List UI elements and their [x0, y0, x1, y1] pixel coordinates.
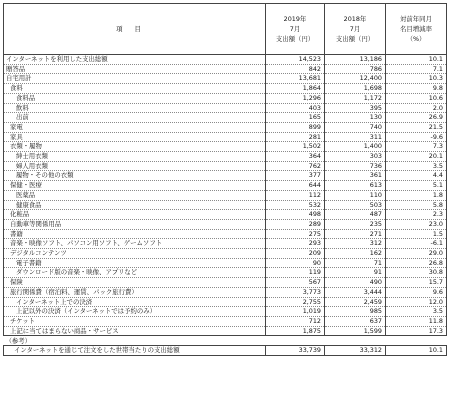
row-rate: 3.5	[386, 161, 447, 171]
row-value-2018: 3,444	[325, 287, 386, 297]
header-2018-unit: 支出額（円）	[335, 35, 375, 43]
row-value-2019: 403	[266, 103, 325, 113]
row-rate: 2.0	[386, 103, 447, 113]
row-value-2019: 1,019	[266, 307, 325, 317]
row-value-2019: 165	[266, 113, 325, 123]
row-label: 保健・医療	[4, 181, 266, 191]
table-row	[4, 132, 447, 142]
row-value-2019: 842	[266, 64, 325, 74]
header-2019-year: 2019年	[283, 15, 307, 23]
reference-value-2018: 33,312	[325, 346, 386, 356]
row-rate: 2.3	[386, 210, 447, 220]
row-rate: 29.0	[386, 249, 447, 259]
table-row	[4, 181, 447, 191]
row-value-2018: 361	[325, 171, 386, 181]
row-value-2019: 762	[266, 161, 325, 171]
row-value-2019: 2,755	[266, 297, 325, 307]
row-value-2018: 110	[325, 190, 386, 200]
row-value-2018: 303	[325, 152, 386, 162]
row-value-2018: 71	[325, 258, 386, 268]
header-2018-year: 2018年	[343, 15, 367, 23]
row-label: 飲料	[4, 103, 266, 113]
row-label: 贈答品	[4, 64, 266, 74]
row-rate: 10.1	[386, 55, 447, 65]
row-rate: 1.8	[386, 190, 447, 200]
row-value-2019: 1,502	[266, 142, 325, 152]
row-value-2019: 209	[266, 249, 325, 259]
row-value-2019: 1,296	[266, 93, 325, 103]
reference-label: インターネットを通じて注文をした世帯当たりの支出総額	[4, 346, 266, 356]
row-label: 食料品	[4, 93, 266, 103]
row-value-2019: 567	[266, 278, 325, 288]
table-row	[4, 200, 447, 210]
row-rate: 4.4	[386, 171, 447, 181]
row-label: 食料	[4, 84, 266, 94]
row-value-2018: 130	[325, 113, 386, 123]
table-row	[4, 229, 447, 239]
row-value-2019: 13,681	[266, 74, 325, 84]
row-rate: 3.5	[386, 307, 447, 317]
reference-row	[4, 346, 447, 356]
row-value-2019: 1,864	[266, 84, 325, 94]
row-rate: 26.9	[386, 113, 447, 123]
header-2018-month: 7月	[349, 25, 361, 33]
row-value-2019: 712	[266, 316, 325, 326]
row-value-2018: 637	[325, 316, 386, 326]
row-value-2018: 1,172	[325, 93, 386, 103]
row-rate: 5.8	[386, 200, 447, 210]
row-rate: 10.3	[386, 74, 447, 84]
row-label: 家具	[4, 132, 266, 142]
row-rate: 5.1	[386, 181, 447, 191]
row-rate: 21.5	[386, 122, 447, 132]
row-label: 上記以外の決済（インターネットでは予約のみ）	[4, 307, 266, 317]
row-value-2019: 364	[266, 152, 325, 162]
row-value-2019: 275	[266, 229, 325, 239]
row-label: 旅行関係費（宿泊料、運賃、パック旅行費）	[4, 287, 266, 297]
table-row	[4, 142, 447, 152]
table-row	[4, 297, 447, 307]
row-value-2018: 786	[325, 64, 386, 74]
table-row	[4, 239, 447, 249]
table-row	[4, 316, 447, 326]
table-row	[4, 55, 447, 65]
row-value-2018: 613	[325, 181, 386, 191]
row-label: 音楽・映像ソフト、パソコン用ソフト、ゲームソフト	[4, 239, 266, 249]
row-label: 健康食品	[4, 200, 266, 210]
row-value-2019: 293	[266, 239, 325, 249]
row-value-2018: 13,186	[325, 55, 386, 65]
row-value-2019: 289	[266, 219, 325, 229]
row-value-2018: 91	[325, 268, 386, 278]
row-label: 衣類・履物	[4, 142, 266, 152]
row-value-2018: 1,599	[325, 326, 386, 336]
row-value-2018: 311	[325, 132, 386, 142]
table-row	[4, 190, 447, 200]
row-value-2019: 14,523	[266, 55, 325, 65]
row-value-2019: 119	[266, 268, 325, 278]
table-row	[4, 93, 447, 103]
row-label: 履物・その他の衣類	[4, 171, 266, 181]
header-rate-line1: 対前年同月	[400, 15, 432, 23]
row-rate: 1.5	[386, 229, 447, 239]
row-label: インターネットを利用した支出総額	[4, 55, 266, 65]
header-rate-line2: 名目増減率	[400, 25, 432, 33]
row-rate: -9.6	[386, 132, 447, 142]
row-value-2018: 1,698	[325, 84, 386, 94]
table-row	[4, 287, 447, 297]
table-row	[4, 326, 447, 336]
row-label: インターネット上での決済	[4, 297, 266, 307]
row-value-2018: 162	[325, 249, 386, 259]
row-label: デジタルコンテンツ	[4, 249, 266, 259]
header-rate-line3: （%）	[406, 35, 426, 43]
row-rate: 12.0	[386, 297, 447, 307]
row-value-2018: 490	[325, 278, 386, 288]
header-2019	[266, 4, 325, 55]
row-rate: -6.1	[386, 239, 447, 249]
table-row	[4, 171, 447, 181]
row-rate: 9.6	[386, 287, 447, 297]
row-label: 自宅用計	[4, 74, 266, 84]
row-value-2018: 503	[325, 200, 386, 210]
row-value-2019: 377	[266, 171, 325, 181]
table-row	[4, 84, 447, 94]
row-rate: 26.8	[386, 258, 447, 268]
table-row	[4, 64, 447, 74]
header-2019-unit: 支出額（円）	[275, 35, 315, 43]
row-label: 出前	[4, 113, 266, 123]
row-rate: 23.0	[386, 219, 447, 229]
row-rate: 11.8	[386, 316, 447, 326]
expenditure-table-container	[3, 3, 446, 356]
row-value-2018: 1,400	[325, 142, 386, 152]
row-value-2018: 395	[325, 103, 386, 113]
table-row	[4, 152, 447, 162]
row-value-2019: 1,875	[266, 326, 325, 336]
table-row	[4, 210, 447, 220]
row-value-2018: 312	[325, 239, 386, 249]
row-value-2018: 740	[325, 122, 386, 132]
row-label: 上記に当てはまらない商品・サービス	[4, 326, 266, 336]
row-value-2018: 12,400	[325, 74, 386, 84]
expenditure-table	[3, 3, 447, 356]
table-row	[4, 122, 447, 132]
row-value-2018: 271	[325, 229, 386, 239]
row-label: 電子書籍	[4, 258, 266, 268]
reference-heading-row	[4, 336, 447, 346]
row-label: 医薬品	[4, 190, 266, 200]
row-rate: 20.1	[386, 152, 447, 162]
table-row	[4, 103, 447, 113]
row-value-2019: 90	[266, 258, 325, 268]
row-value-2018: 985	[325, 307, 386, 317]
table-row	[4, 258, 447, 268]
table-row	[4, 74, 447, 84]
reference-value-2019: 33,739	[266, 346, 325, 356]
row-value-2019: 112	[266, 190, 325, 200]
row-value-2018: 736	[325, 161, 386, 171]
row-rate: 10.6	[386, 93, 447, 103]
row-label: 自動車等関係用品	[4, 219, 266, 229]
row-rate: 9.8	[386, 84, 447, 94]
row-value-2019: 3,773	[266, 287, 325, 297]
row-value-2019: 281	[266, 132, 325, 142]
row-label: 化粧品	[4, 210, 266, 220]
row-rate: 7.3	[386, 142, 447, 152]
header-item: 項目	[4, 4, 266, 55]
reference-heading: （参考）	[5, 336, 32, 345]
row-value-2018: 2,459	[325, 297, 386, 307]
row-rate: 7.1	[386, 64, 447, 74]
row-label: 婦人用衣類	[4, 161, 266, 171]
row-value-2018: 235	[325, 219, 386, 229]
table-row	[4, 219, 447, 229]
reference-rate: 10.1	[386, 346, 447, 356]
table-row	[4, 113, 447, 123]
header-2019-month: 7月	[289, 25, 301, 33]
table-row	[4, 278, 447, 288]
table-row	[4, 249, 447, 259]
header-rate	[386, 4, 447, 55]
row-value-2019: 644	[266, 181, 325, 191]
row-value-2018: 487	[325, 210, 386, 220]
table-body	[4, 55, 447, 356]
header-2018	[325, 4, 386, 55]
row-rate: 30.8	[386, 268, 447, 278]
table-row	[4, 307, 447, 317]
row-value-2019: 899	[266, 122, 325, 132]
row-label: 紳士用衣類	[4, 152, 266, 162]
table-row	[4, 268, 447, 278]
row-label: チケット	[4, 316, 266, 326]
row-value-2019: 532	[266, 200, 325, 210]
row-label: 家電	[4, 122, 266, 132]
row-label: ダウンロード版の音楽・映像、アプリなど	[4, 268, 266, 278]
row-value-2019: 498	[266, 210, 325, 220]
table-row	[4, 161, 447, 171]
row-label: 書籍	[4, 229, 266, 239]
row-label: 保険	[4, 278, 266, 288]
row-rate: 17.3	[386, 326, 447, 336]
row-rate: 15.7	[386, 278, 447, 288]
header-row	[4, 4, 447, 55]
